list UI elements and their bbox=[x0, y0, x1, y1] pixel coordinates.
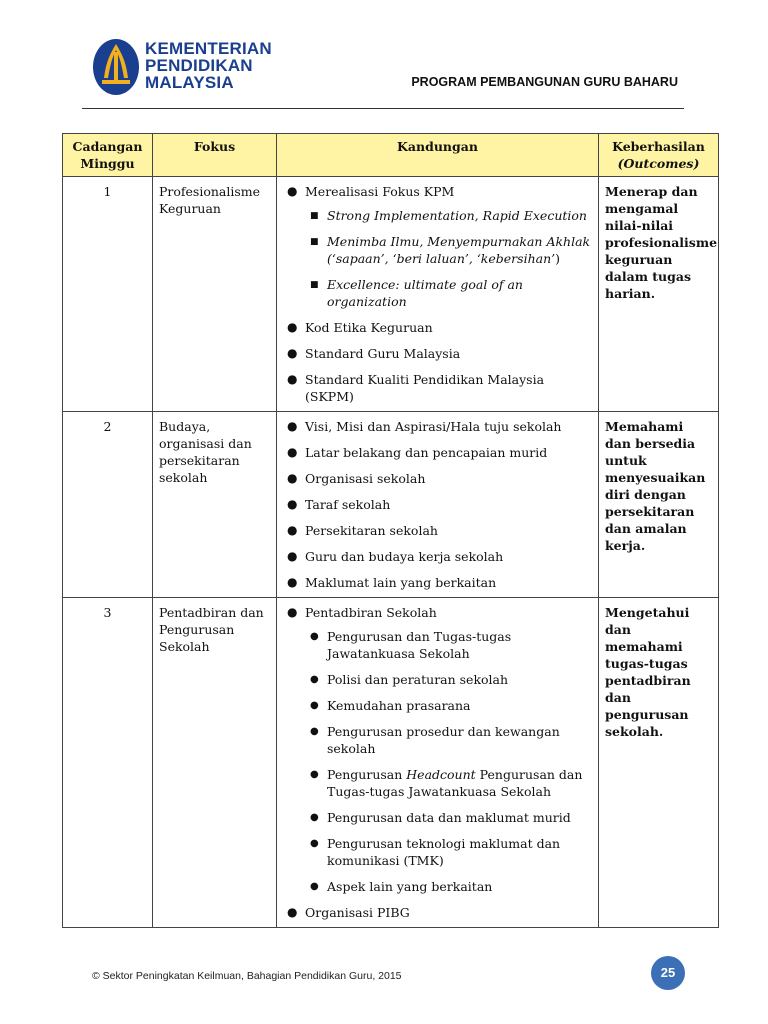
footer-copyright: © Sektor Peningkatan Keilmuan, Bahagian Pendidikan Guru, 2015 bbox=[92, 970, 402, 982]
header-week: Cadangan Minggu bbox=[63, 134, 153, 177]
list-item: ● Persekitaran sekolah bbox=[287, 523, 438, 538]
bullet-icon: ● bbox=[287, 605, 298, 619]
program-title: PROGRAM PEMBANGUNAN GURU BAHARU bbox=[411, 75, 678, 89]
sub-list-item: ● Pengurusan data dan maklumat murid bbox=[310, 810, 571, 825]
bullet-icon: ● bbox=[310, 674, 319, 685]
bullet-icon: ● bbox=[287, 320, 298, 334]
list-item: ● Standard Kualiti Pendidikan Malaysia (SKPM) bbox=[287, 372, 545, 404]
header-outcome: Keberhasilan (Outcomes) bbox=[599, 134, 719, 177]
sub-list-item: ■ Menimba Ilmu, Menyempurnakan Akhlak (‘sapaan’, ‘beri laluan’, ‘kebersihan’) bbox=[310, 234, 591, 266]
bullet-icon: ● bbox=[310, 700, 319, 711]
bullet-icon: ● bbox=[287, 905, 298, 919]
bullet-icon: ● bbox=[287, 471, 298, 485]
list-item: ● Visi, Misi dan Aspirasi/Hala tuju sekolah bbox=[287, 419, 562, 434]
list-item: ● Maklumat lain yang berkaitan bbox=[287, 575, 497, 590]
header-divider bbox=[82, 108, 684, 109]
list-item: ● Pentadbiran Sekolah ● Pengurusan dan Tugas-tugas Jawatankuasa Sekolah ● Polisi dan peraturan sekolah ● Kemudahan prasarana ● Pengurusan prosedur dan kewangan sekolah ● Pengurusan Headcount Pengurusan dan Tugas-tugas Jawatankuasa Sekolah ● Pengurusan data dan maklumat murid ● Pengurusan teknologi maklumat dan komunikasi (TMK) ● Aspek lain yang berkaitan bbox=[285, 604, 592, 895]
bullet-icon: ● bbox=[310, 812, 319, 823]
table-row bbox=[63, 412, 719, 598]
bullet-icon: ● bbox=[287, 372, 298, 386]
page-number-badge: 25 bbox=[651, 956, 685, 990]
sub-list-item: ● Kemudahan prasarana bbox=[310, 698, 471, 713]
bullet-icon: ● bbox=[287, 445, 298, 459]
bullet-icon: ● bbox=[310, 838, 319, 849]
bullet-icon: ● bbox=[287, 575, 298, 589]
bullet-icon: ● bbox=[287, 184, 298, 198]
schedule-table bbox=[62, 133, 719, 928]
sub-list-item: ■ Strong Implementation, Rapid Execution bbox=[310, 208, 587, 223]
ministry-emblem-icon bbox=[92, 38, 140, 96]
bullet-icon: ● bbox=[310, 726, 319, 737]
square-bullet-icon: ■ bbox=[310, 237, 319, 247]
content-cell bbox=[277, 598, 599, 928]
outcome-cell: Menerap dan mengamal nilai-nilai profesionalisme keguruan dalam tugas harian. bbox=[599, 177, 719, 412]
outcome-cell: Memahami dan bersedia untuk menyesuaikan diri dengan persekitaran dan amalan kerja. bbox=[599, 412, 719, 598]
list-item: ● Merealisasi Fokus KPM ■ Strong Implementation, Rapid Execution ■ Menimba Ilmu, Menyempurnakan Akhlak (‘sapaan’, ‘beri laluan’, ‘kebersihan’) ■ Excellence: ultimate goal of an organization bbox=[287, 184, 591, 309]
ministry-logo bbox=[92, 38, 272, 98]
list-item: ● Taraf sekolah bbox=[287, 497, 391, 512]
list-item: ● Latar belakang dan pencapaian murid bbox=[287, 445, 548, 460]
sub-list-item: ● Pengurusan prosedur dan kewangan sekolah bbox=[310, 724, 560, 756]
week-cell: 1 bbox=[63, 177, 153, 412]
header-focus: Fokus bbox=[153, 134, 277, 177]
week-cell: 3 bbox=[63, 598, 153, 928]
table-header-row bbox=[63, 134, 719, 177]
table-row bbox=[63, 598, 719, 928]
list-item: ● Organisasi sekolah bbox=[287, 471, 426, 486]
sub-list-item: ● Pengurusan Headcount Pengurusan dan Tugas-tugas Jawatankuasa Sekolah bbox=[310, 767, 583, 799]
header-content: Kandungan bbox=[277, 134, 599, 177]
logo-text: KEMENTERIAN PENDIDIKAN MALAYSIA bbox=[145, 39, 272, 92]
bullet-icon: ● bbox=[287, 346, 298, 360]
sub-list-item: ● Aspek lain yang berkaitan bbox=[310, 879, 493, 894]
content-cell bbox=[277, 177, 599, 412]
bullet-icon: ● bbox=[287, 419, 298, 433]
bullet-icon: ● bbox=[310, 769, 319, 780]
bullet-icon: ● bbox=[310, 631, 319, 642]
content-cell bbox=[277, 412, 599, 598]
sub-list-item: ● Pengurusan dan Tugas-tugas Jawatankuasa Sekolah bbox=[310, 629, 512, 661]
list-item: ● Organisasi PIBG bbox=[287, 905, 410, 920]
bullet-icon: ● bbox=[310, 881, 319, 892]
sub-list-item: ■ Excellence: ultimate goal of an organization bbox=[310, 277, 523, 309]
sub-list-item: ● Pengurusan teknologi maklumat dan komunikasi (TMK) bbox=[310, 836, 561, 868]
bullet-icon: ● bbox=[287, 549, 298, 563]
bullet-icon: ● bbox=[287, 497, 298, 511]
list-item: ● Guru dan budaya kerja sekolah bbox=[287, 549, 504, 564]
list-item: ● Standard Guru Malaysia bbox=[287, 346, 461, 361]
focus-cell: Budaya, organisasi dan persekitaran sekolah bbox=[153, 412, 277, 598]
table-row bbox=[63, 177, 719, 412]
list-item: ● Kod Etika Keguruan bbox=[287, 320, 433, 335]
square-bullet-icon: ■ bbox=[310, 211, 319, 221]
focus-cell: Pentadbiran dan Pengurusan Sekolah bbox=[153, 598, 277, 928]
bullet-icon: ● bbox=[287, 523, 298, 537]
sub-list-item: ● Polisi dan peraturan sekolah bbox=[310, 672, 509, 687]
week-cell: 2 bbox=[63, 412, 153, 598]
focus-cell: Profesionalisme Keguruan bbox=[153, 177, 277, 412]
square-bullet-icon: ■ bbox=[310, 280, 319, 290]
outcome-cell: Mengetahui dan memahami tugas-tugas pentadbiran dan pengurusan sekolah. bbox=[599, 598, 719, 928]
